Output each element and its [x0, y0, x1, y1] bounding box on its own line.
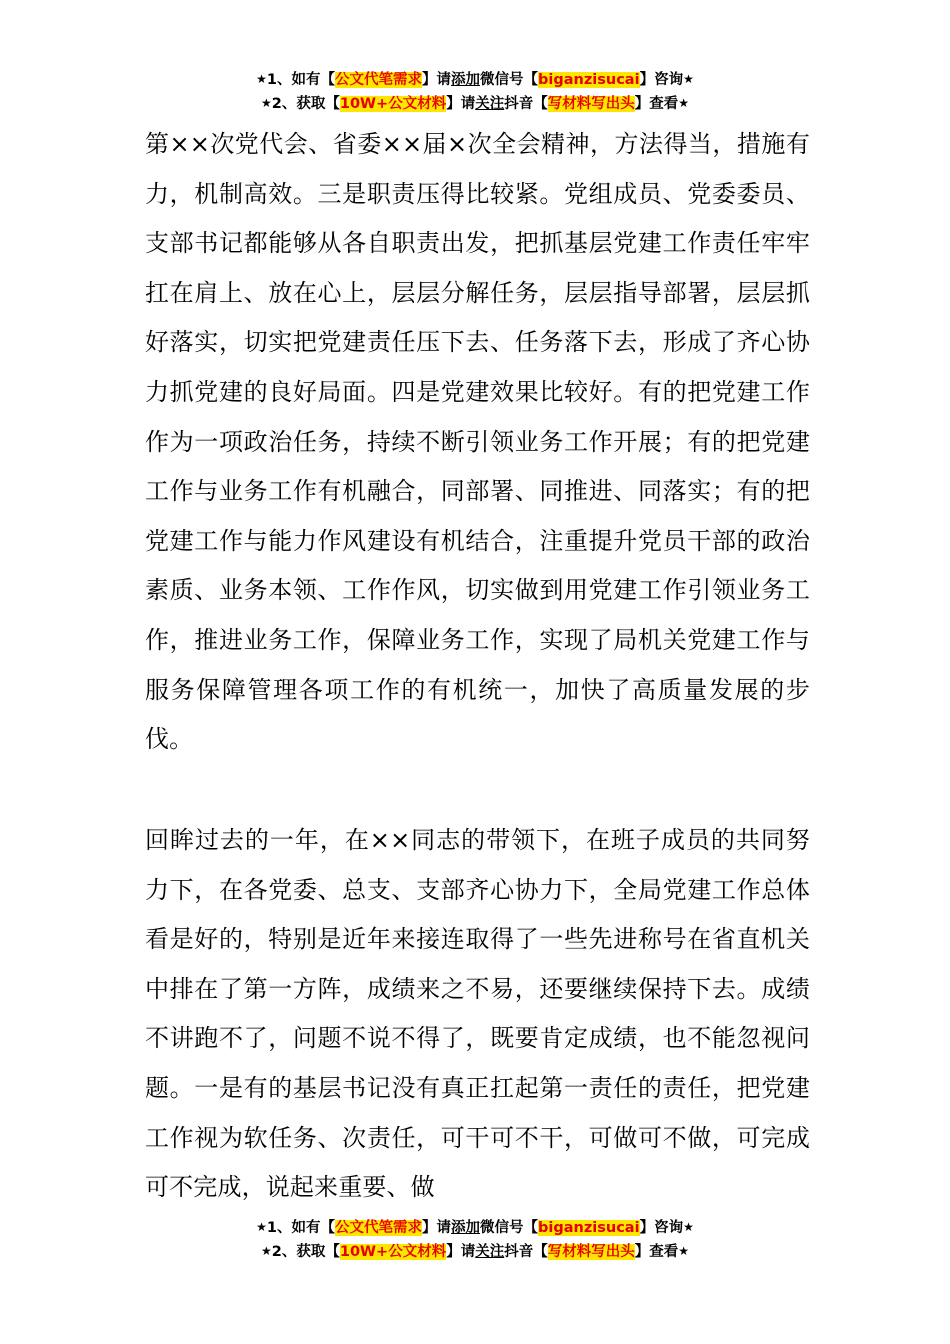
highlight-ghostwriting: 公文代笔需求 [335, 1220, 423, 1236]
body-paragraph-1: 第××次党代会、省委××届×次全会精神，方法得当，措施有力，机制高效。三是职责压得比较紧。党组成员、党委委员、支部书记都能够从各自职责出发，把抓基层党建工作责任牢牢扛在肩上、放在心上，层层分解任务，层层指导部署，层层抓好落实，切实把党建责任压下去、任务落下去，形成了齐心协力抓党建的良好局面。四是党建效果比较好。有的把党建工作作为一项政治任务，持续不断引领业务工作开展；有的把党建工作与业务工作有机融合，同部署、同推进、同落实；有的把党建工作与能力作风建设有机结合，注重提升党员干部的政治素质、业务本领、工作作风，切实做到用党建工作引领业务工作，推进业务工作，保障业务工作，实现了局机关党建工作与服务保障管理各项工作的有机统一，加快了高质量发展的步伐。 [145, 130, 810, 754]
banner-text: 1、如有【 [266, 72, 336, 88]
star-icon: ★ [261, 1244, 272, 1258]
highlight-materials: 10W+公文材料 [339, 96, 447, 112]
banner-text: 1、如有【 [266, 1220, 336, 1236]
highlight-wechat-id: biganzisucai [538, 1220, 640, 1236]
star-icon: ★ [678, 1244, 689, 1258]
banner-text: 】请 [422, 72, 452, 88]
star-icon: ★ [256, 1220, 267, 1234]
banner-text: 】查看 [634, 96, 679, 112]
banner-text: 2、获取【 [271, 1244, 340, 1260]
star-icon: ★ [256, 72, 267, 86]
body-paragraph-2: 回眸过去的一年，在××同志的带领下，在班子成员的共同努力下，在各党委、总支、支部齐心协力下，全局党建工作总体看是好的，特别是近年来接连取得了一些先进称号在省直机关中排在了第一方阵，成绩来之不易，还要继续保持下去。成绩不讲跑不了，问题不说不得了，既要肯定成绩，也不能忽视问题。一是有的基层书记没有真正扛起第一责任的责任，把党建工作视为软任务、次责任，可干可不干，可做可不做，可完成可不完成，说起来重要、做 [145, 826, 810, 1202]
banner-line-1 [0, 68, 950, 92]
banner-line-2 [0, 92, 950, 116]
underline-add: 添加 [451, 1220, 481, 1236]
banner-text: 】请 [446, 96, 476, 112]
banner-text: 抖音【 [504, 1244, 548, 1260]
highlight-materials: 10W+公文材料 [339, 1244, 447, 1260]
banner-text: 】请 [446, 1244, 476, 1260]
star-icon: ★ [683, 1220, 694, 1234]
banner-line-2 [0, 1240, 950, 1264]
banner-text: 】咨询 [639, 1220, 684, 1236]
banner-text: 】咨询 [639, 72, 684, 88]
banner-line-1 [0, 1216, 950, 1240]
highlight-wechat-id: biganzisucai [538, 72, 640, 88]
banner-text: 2、获取【 [271, 96, 340, 112]
footer-banner [0, 1216, 950, 1264]
star-icon: ★ [678, 96, 689, 110]
banner-text: 微信号【 [480, 72, 539, 88]
header-banner [0, 68, 950, 116]
highlight-douyin-account: 写材料写出头 [547, 96, 635, 112]
banner-text: 】请 [422, 1220, 452, 1236]
star-icon: ★ [261, 96, 272, 110]
highlight-douyin-account: 写材料写出头 [547, 1244, 635, 1260]
underline-add: 添加 [451, 72, 481, 88]
banner-text: 微信号【 [480, 1220, 539, 1236]
underline-follow: 关注 [475, 1244, 505, 1260]
highlight-ghostwriting: 公文代笔需求 [335, 72, 423, 88]
underline-follow: 关注 [475, 96, 505, 112]
banner-text: 】查看 [634, 1244, 679, 1260]
banner-text: 抖音【 [504, 96, 548, 112]
star-icon: ★ [683, 72, 694, 86]
